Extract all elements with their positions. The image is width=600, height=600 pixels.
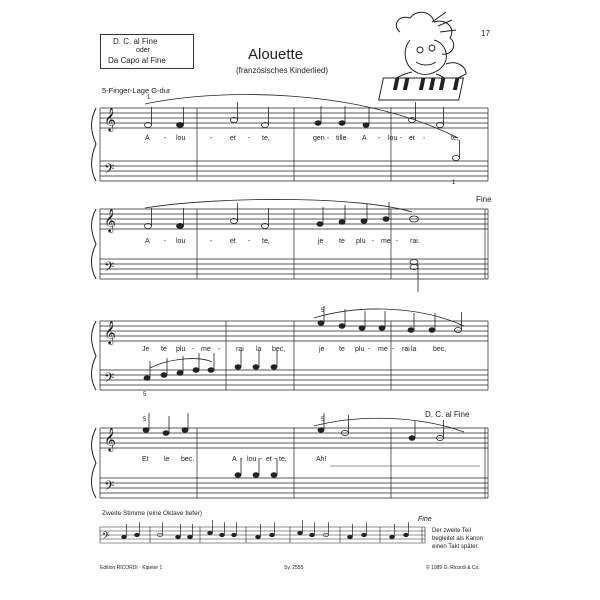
lyric-syllable: Je bbox=[142, 346, 150, 353]
lyric-syllable: A bbox=[145, 135, 150, 142]
lyric-syllable: - bbox=[218, 346, 221, 353]
lyric-syllable: A bbox=[362, 135, 367, 142]
lyric-syllable: plu bbox=[356, 238, 366, 245]
lyric-syllable: bec, bbox=[433, 346, 447, 353]
lyric-syllable: me bbox=[378, 346, 388, 353]
finger-number: 5 bbox=[321, 308, 325, 314]
second-voice-fine: Fine bbox=[418, 516, 432, 523]
svg-text:𝄢: 𝄢 bbox=[104, 161, 115, 180]
lyric-syllable: rai bbox=[236, 346, 244, 353]
lyric-syllable: et bbox=[409, 135, 415, 142]
lyric-syllable: je bbox=[318, 238, 324, 245]
lyric-syllable: et bbox=[230, 238, 236, 245]
canon-note-line-1: Der zweite Teil bbox=[432, 528, 471, 534]
canon-note-line-2: begleitet als Kanon bbox=[432, 536, 484, 542]
lyric-syllable: - bbox=[396, 238, 399, 245]
lyric-syllable: lou bbox=[247, 456, 257, 463]
lyric-syllable: A bbox=[232, 456, 237, 463]
finger-number: 5 bbox=[143, 417, 147, 423]
svg-text:𝄞: 𝄞 bbox=[104, 320, 116, 344]
canon-note-line-3: einen Takt später. bbox=[432, 544, 479, 550]
lyric-syllable: te bbox=[339, 238, 345, 245]
lyric-syllable: plu bbox=[176, 346, 186, 353]
lyric-syllable: plu bbox=[355, 346, 365, 353]
footer-copyright: © 1989 G. Ricordi & Co. bbox=[426, 565, 480, 571]
lyric-syllable: lou bbox=[176, 238, 186, 245]
finger-number: 1 bbox=[147, 95, 151, 101]
lyric-syllable: te, bbox=[262, 135, 270, 142]
lyric-syllable: - bbox=[240, 456, 243, 463]
lyric-syllable: - bbox=[248, 135, 251, 142]
song-title: Alouette bbox=[248, 46, 304, 63]
lyric-syllable: et bbox=[230, 135, 236, 142]
lyric-syllable: te bbox=[339, 346, 345, 353]
lyric-syllable: te bbox=[161, 346, 167, 353]
lyric-syllable: - bbox=[210, 238, 213, 245]
lyric-syllable: - bbox=[392, 346, 395, 353]
instruction-line-3: Da Capo al Fine bbox=[108, 56, 166, 65]
lyric-syllable: lou bbox=[388, 135, 398, 142]
lyric-syllable: - bbox=[192, 346, 195, 353]
lyric-syllable: A bbox=[145, 238, 150, 245]
finger-number: 5 bbox=[321, 417, 325, 423]
lyric-syllable: - bbox=[210, 135, 213, 142]
lyric-syllable: Ah! bbox=[316, 456, 327, 463]
lyric-syllable: bec, bbox=[272, 346, 286, 353]
lyric-syllable: - bbox=[378, 135, 381, 142]
lyric-syllable: la bbox=[256, 346, 262, 353]
dc-al-fine-marking: D. C. al Fine bbox=[425, 410, 470, 419]
lyric-syllable: te, bbox=[262, 238, 270, 245]
lyric-syllable: - bbox=[327, 135, 330, 142]
lyric-syllable: - bbox=[372, 238, 375, 245]
svg-text:𝄞: 𝄞 bbox=[104, 107, 116, 131]
lyric-syllable: rai. bbox=[410, 238, 420, 245]
lyric-syllable: - bbox=[248, 238, 251, 245]
instruction-line-2: oder bbox=[136, 47, 151, 54]
svg-text:𝄢: 𝄢 bbox=[102, 530, 110, 544]
lyric-syllable: me bbox=[201, 346, 211, 353]
fine-marking: Fine bbox=[476, 195, 492, 204]
svg-text:𝄢: 𝄢 bbox=[104, 370, 115, 389]
lyric-syllable: la bbox=[411, 346, 417, 353]
lyric-syllable: je bbox=[319, 346, 325, 353]
lyric-syllable: bec, bbox=[181, 456, 195, 463]
lyric-syllable: gen bbox=[313, 135, 325, 142]
lyric-syllable: me bbox=[381, 238, 391, 245]
finger-number: 5 bbox=[143, 392, 147, 398]
svg-text:𝄢: 𝄢 bbox=[104, 478, 115, 497]
lyric-syllable: rai bbox=[402, 346, 410, 353]
lyric-syllable: te, bbox=[451, 135, 459, 142]
lyric-syllable: - bbox=[260, 456, 263, 463]
lyric-syllable: - bbox=[368, 346, 371, 353]
lyric-syllable: Et bbox=[142, 456, 149, 463]
lyric-syllable: tille bbox=[336, 135, 347, 142]
finger-number: 1 bbox=[452, 180, 456, 186]
lyric-syllable: - bbox=[400, 135, 403, 142]
lyric-syllable: - bbox=[164, 238, 167, 245]
footer-catalog: Sy. 2555 bbox=[284, 565, 304, 571]
lyric-syllable: - bbox=[423, 135, 426, 142]
footer-edition: Edition RICORDI · Kipeter 1 bbox=[100, 565, 163, 571]
lyric-syllable: lou bbox=[176, 135, 186, 142]
position-label: 5-Finger-Lage G-dur bbox=[102, 86, 171, 95]
page-number: 17 bbox=[481, 29, 490, 38]
svg-text:𝄢: 𝄢 bbox=[104, 259, 115, 278]
second-voice-label: Zweite Stimme (eine Oktave tiefer) bbox=[102, 510, 203, 517]
svg-text:𝄞: 𝄞 bbox=[104, 208, 116, 232]
lyric-syllable: - bbox=[274, 456, 277, 463]
lyric-syllable: et bbox=[266, 456, 272, 463]
lyric-syllable: - bbox=[164, 135, 167, 142]
lyric-syllable: le bbox=[164, 456, 170, 463]
song-subtitle: (französisches Kinderlied) bbox=[236, 66, 329, 75]
lyric-syllable: te, bbox=[279, 456, 287, 463]
instruction-line-1: D. C. al Fine bbox=[113, 37, 158, 46]
svg-text:𝄞: 𝄞 bbox=[104, 427, 116, 451]
